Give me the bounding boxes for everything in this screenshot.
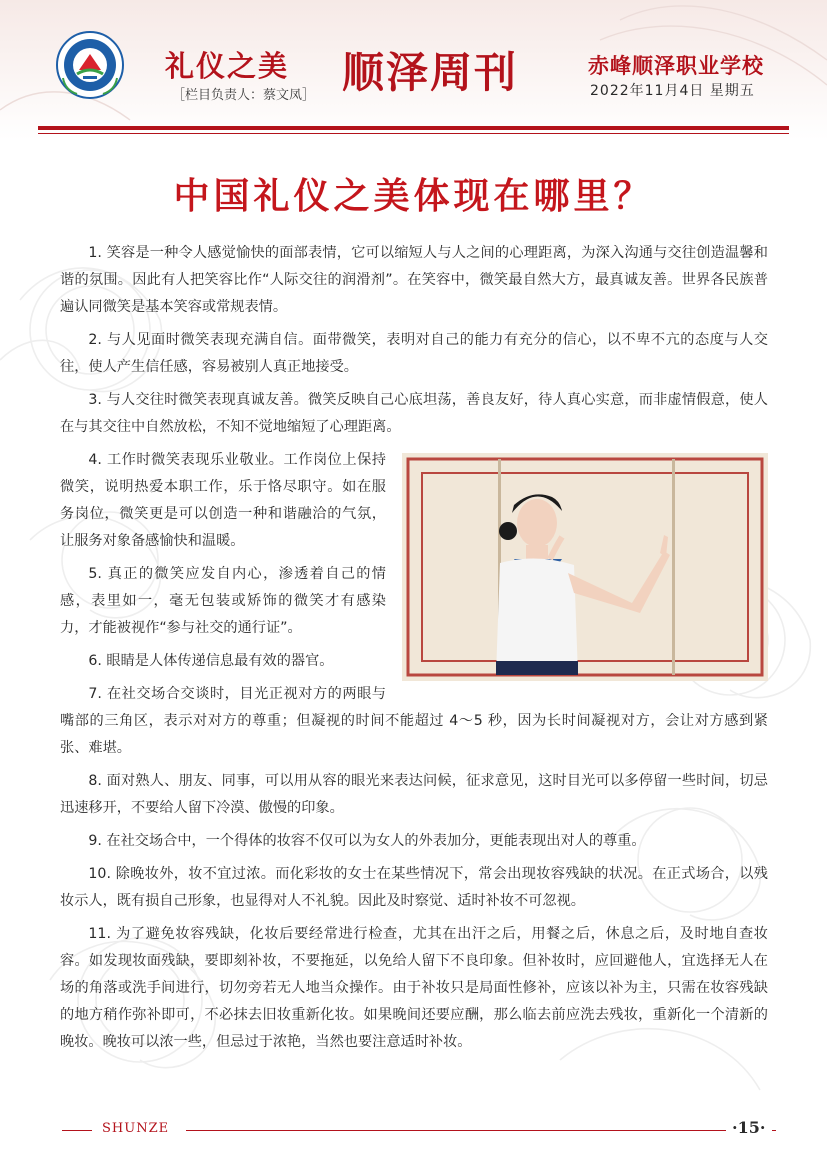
school-logo (55, 30, 125, 100)
paragraph-2: 2. 与人见面时微笑表现充满自信。面带微笑，表明对自己的能力有充分的信心，以不卑不亢的态度与人交往，使人产生信任感，容易被别人真正地接受。 (60, 332, 768, 375)
paragraph-4: 4. 工作时微笑表现乐业敬业。工作岗位上保持微笑，说明热爱本职工作，乐于恪尽职守。如在服务岗位，微笑更是可以创造一种和谐融洽的气氛，让服务对象备感愉快和温暖。 (60, 452, 386, 549)
page-header (0, 0, 827, 140)
footer-rule-left (62, 1130, 92, 1131)
paragraph-3: 3. 与人交往时微笑表现真诚友善。微笑反映自己心底坦荡，善良友好，待人真心实意，而非虚情假意，使人在与其交往中自然放松，不知不觉地缩短了心理距离。 (60, 392, 768, 435)
paragraph-9: 9. 在社交场合中，一个得体的妆容不仅可以为女人的外表加分，更能表现出对人的尊重。 (88, 833, 646, 849)
article-body (60, 240, 768, 1062)
article-title: 中国礼仪之美体现在哪里？ (173, 175, 654, 217)
issue-date: 2022年11月4日 星期五 (590, 83, 755, 99)
magazine-title: 顺泽周刊 (342, 48, 519, 97)
page-number: ·15· (732, 1118, 766, 1137)
header-rule-thin (38, 133, 789, 134)
paragraph-10: 10. 除晚妆外，妆不宜过浓。而化彩妆的女士在某些情况下，常会出现妆容残缺的状况。在正式场合，以残妆示人，既有损自己形象，也显得对人不礼貌。因此及时察觉、适时补妆不可忽视。 (60, 866, 768, 909)
footer-brand: SHUNZE (102, 1121, 170, 1136)
column-title: 礼仪之美 (165, 49, 290, 83)
column-editor: ［栏目负责人：蔡文凤］ (172, 88, 316, 103)
header-rule-thick (38, 126, 789, 130)
paragraph-1: 1. 笑容是一种令人感觉愉快的面部表情，它可以缩短人与人之间的心理距离，为深入沟通与交往创造温馨和谐的氛围。因此有人把笑容比作“人际交往的润滑剂”。在笑容中，微笑最自然大方，最真诚友善。世界各民族普遍认同微笑是基本笑容或常规表情。 (60, 245, 768, 315)
paragraph-8: 8. 面对熟人、朋友、同事，可以用从容的眼光来表达问候，征求意见，这时目光可以多停留一些时间，切忌迅速移开，不要给人留下冷漠、傲慢的印象。 (60, 773, 768, 816)
footer-rule-middle (186, 1130, 726, 1131)
article-photo (402, 453, 768, 681)
paragraph-11: 11. 为了避免妆容残缺，化妆后要经常进行检查，尤其在出汗之后，用餐之后，休息之后，及时地自查妆容。如发现妆面残缺，要即刻补妆，不要拖延，以免给人留下不良印象。但补妆时，应回避他人，宜选择无人在场的角落或洗手间进行，切勿旁若无人地当众操作。由于补妆只是局面性修补，应该以补为主，只需在妆容残缺的地方稍作弥补即可，不必抹去旧妆重新化妆。如果晚间还要应酬，那么临去前应洗去残妆，重新化一个清新的晚妆。晚妆可以浓一些，但忌过于浓艳，当然也要注意适时补妆。 (60, 926, 768, 1050)
paragraph-5: 5. 真正的微笑应发自内心，渗透着自己的情感，表里如一，毫无包装或矫饰的微笑才有感染力，才能被视作“参与社交的通行证”。 (60, 566, 386, 636)
school-name: 赤峰顺泽职业学校 (588, 54, 764, 78)
paragraph-6: 6. 眼睛是人体传递信息最有效的器官。 (88, 653, 334, 669)
paragraph-7: 7. 在社交场合交谈时，目光正视对方的两眼与嘴部的三角区，表示对对方的尊重；但凝视的时间不能超过 4～5 秒，因为长时间凝视对方，会让对方感到紧张、难堪。 (60, 686, 768, 756)
footer-rule-right (772, 1130, 776, 1131)
